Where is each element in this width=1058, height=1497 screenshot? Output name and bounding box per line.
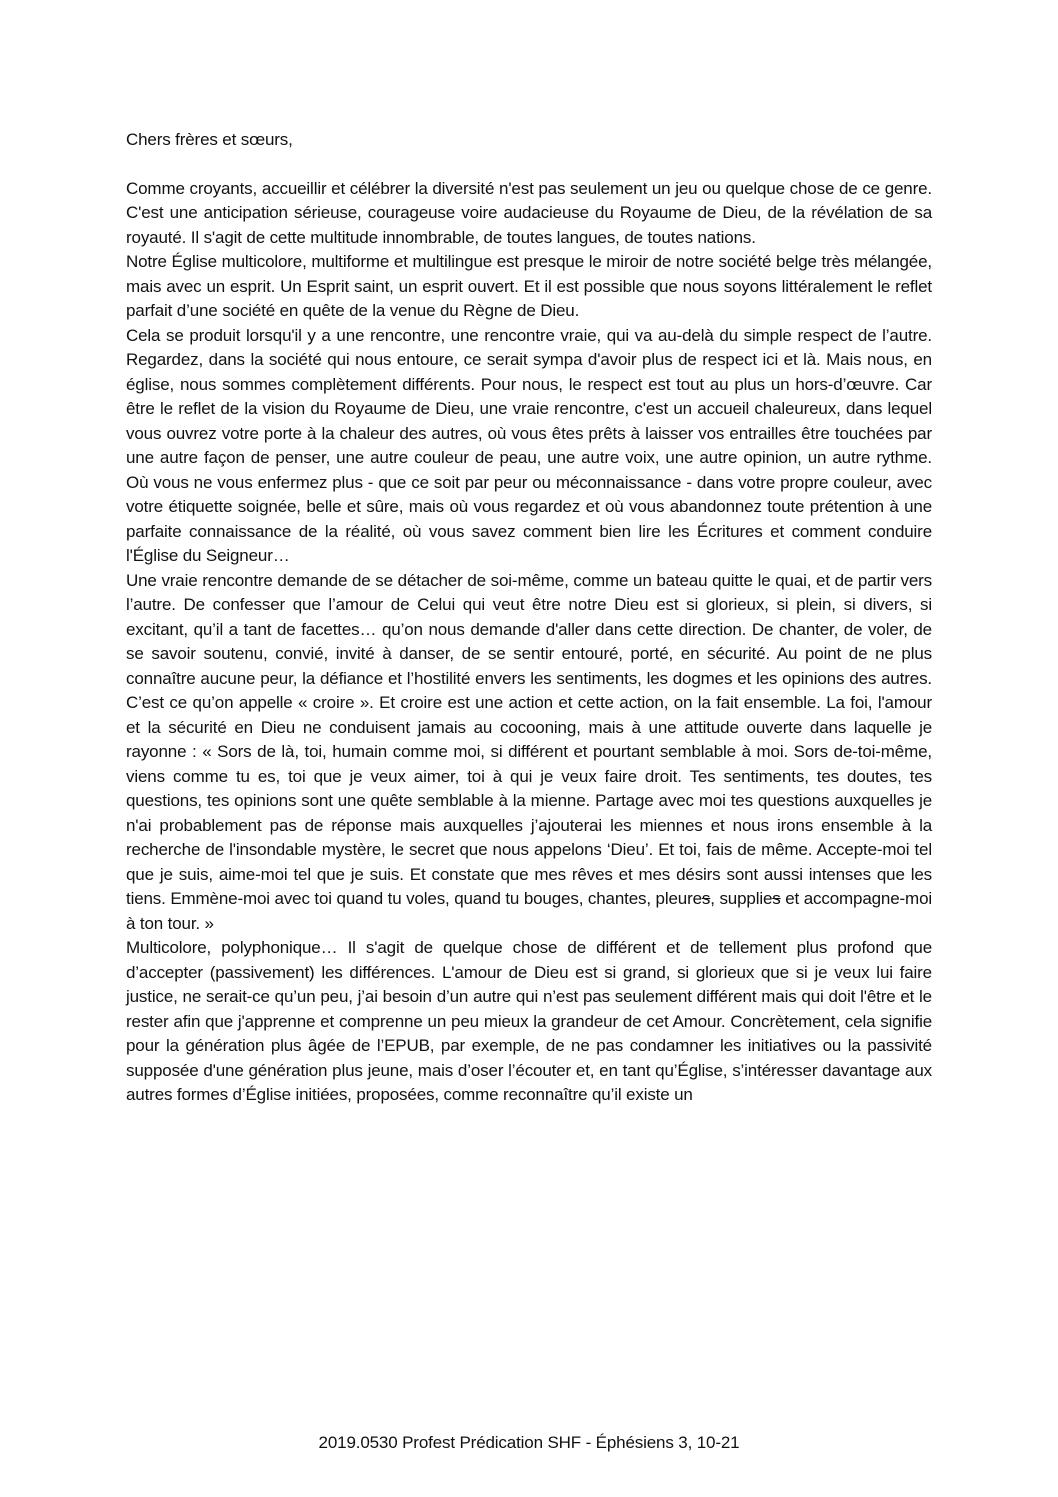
closing-word-pleure: pleure — [655, 889, 702, 908]
document-body — [126, 128, 932, 1108]
struck-letter: s — [772, 889, 781, 908]
paragraph: Comme croyants, accueillir et célébrer la diversité n'est pas seulement un jeu ou quelque chose de ce genre. C'est une anticipation sérieuse, courageuse voire audacieuse du Royaume de Dieu, de la révélation de sa royauté. Il s'agit de cette multitude innombrable, de toutes langues, de toutes nations. — [126, 178, 932, 247]
paragraph: Notre Église multicolore, multiforme et multilingue est presque le miroir de notre société belge très mélangée, mais avec un esprit. Un Esprit saint, un esprit ouvert. Et il est possible que nous soyons littéralement le reflet parfait d’une société en quête de la venue du Règne de Dieu. — [126, 252, 932, 320]
paragraph-with-closing — [126, 569, 932, 937]
closing-end: et accompagne-moi à ton tour. » — [126, 889, 932, 933]
page-footer: 2019.0530 Profest Prédication SHF - Éphésiens 3, 10-21 — [318, 1433, 740, 1452]
closing-word-supplie: , supplie — [710, 889, 773, 908]
paragraph: Cela se produit lorsqu'il y a une rencontre, une rencontre vraie, qui va au-delà du simple respect de l’autre. Regardez, dans la société qui nous entoure, ce serait sympa d'avoir plus de respect ici et là. Mais nous, en église, nous sommes complètement différents. Pour nous, le respect est tout au plus un hors-d’œuvre. Car être le reflet de la vision du Royaume de Dieu, une vraie rencontre, c'est un accueil chaleureux, dans lequel vous ouvrez votre porte à la chaleur des autres, où vous êtes prêts à laisser vos entrailles être touchées par une autre façon de penser, une autre couleur de peau, une autre voix, une autre opinion, un autre rythme. Où vous ne vous enfermez plus - que ce soit par peur ou méconnaissance - dans votre propre couleur, avec votre étiquette soignée, belle et sûre, mais où vous regardez et où vous abandonnez toute prétention à une parfaite connaissance de la réalité, où vous savez comment bien lire les Écritures et comment conduire l'Église du Seigneur… — [126, 325, 932, 565]
paragraph: Multicolore, polyphonique… Il s'agit de quelque chose de différent et de tellement plus profond que d’accepter (passivement) les différences. L'amour de Dieu est si grand, si glorieux que si je veux lui faire justice, ne serait-ce qu’un peu, j’ai besoin d’un autre qui n’est pas seulement différent mais qui doit l'être et le rester afin que j'apprenne et comprenne un peu mieux la grandeur de cet Amour. Concrètement, cela signifie pour la génération plus âgée de l’EPUB, par exemple, de ne pas condamner les initiatives ou la passivité supposée d'une génération plus jeune, mais d’oser l’écouter et, en tant qu’Église, s’intéresser davantage aux autres formes d’Église initiées, proposées, comme reconnaître qu’il existe un — [126, 938, 932, 1104]
greeting: Chers frères et sœurs, — [126, 130, 293, 149]
paragraph-text: Une vraie rencontre demande de se détacher de soi-même, comme un bateau quitte le quai, et de partir vers l’autre. De confesser que l’amour de Celui qui veut être notre Dieu est si glorieux, si plein, si divers, si excitant, qu’il a tant de facettes… qu’on nous demande d'aller dans cette direction. De chanter, de voler, de se savoir soutenu, convié, invité à danser, de se sentir entouré, porté, en sécurité. Au point de ne plus connaître aucune peur, la défiance et l’hostilité envers les sentiments, les dogmes et les opinions des autres. C’est ce qu’on appelle « croire ». Et croire est une action et cette action, on la fait ensemble. La foi, l'amour et la sécurité en Dieu ne conduisent jamais au cocooning, mais à une attitude ouverte dans laquelle je rayonne : « Sors de là, toi, humain comme moi, si différent et pourtant semblable à moi. Sors de-toi-même, viens comme tu es, toi que je veux aimer, toi à qui je veux faire droit. Tes sentiments, tes doutes, tes questions, tes opinions sont une quête semblable à la mienne. Partage avec moi tes questions auxquelles je n'ai probablement pas de réponse mais auxquelles j’ajouterai les miennes et nous irons ensemble à la recherche de l'insondable mystère, le secret que nous appelons ‘Dieu’. Et toi, fais de même. Accepte-moi tel que je suis, aime-moi tel que je suis. Et constate que mes rêves et mes désirs sont aussi intenses que les tiens. Emmène-moi avec toi quand tu voles, quand tu bouges, chantes, — [126, 570, 932, 908]
struck-letter: s — [701, 889, 711, 908]
